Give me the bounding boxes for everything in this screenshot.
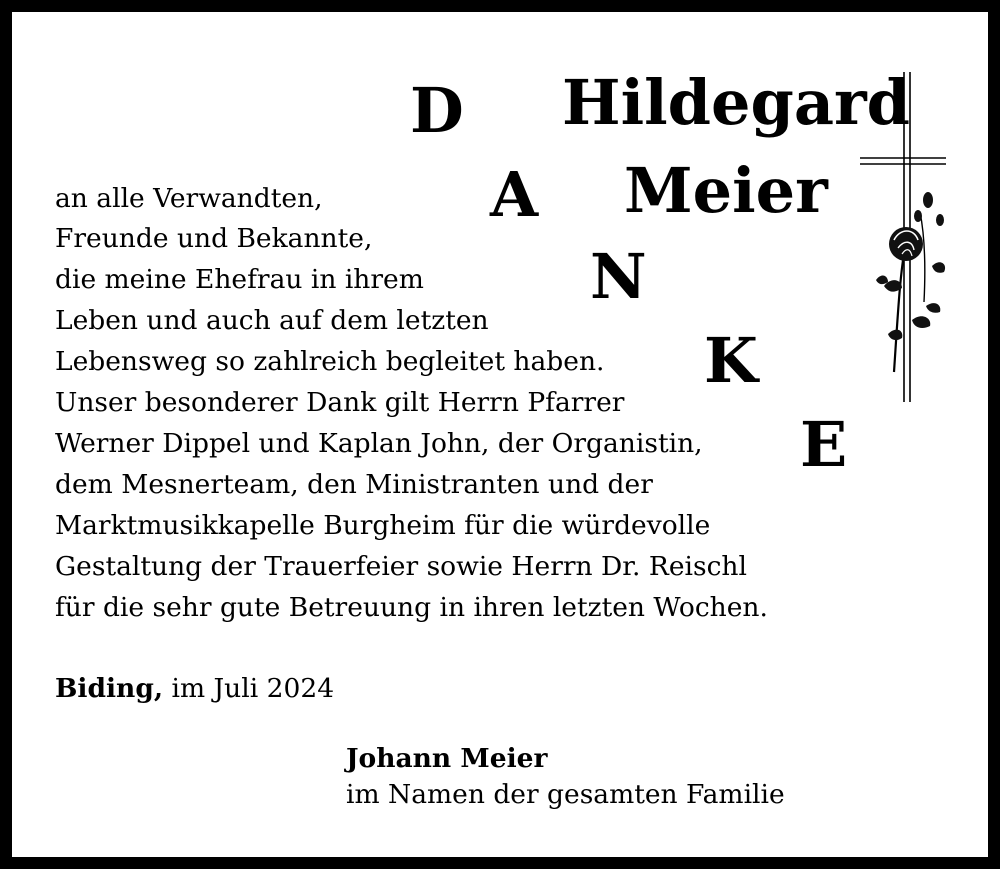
date: im Juli 2024: [171, 673, 335, 704]
signer-name: Johann Meier: [346, 743, 548, 774]
signer-note: im Namen der gesamten Familie: [346, 779, 785, 810]
danke-letter-a: A: [490, 158, 539, 231]
body-line: Lebensweg so zahlreich begleitet haben.: [55, 346, 605, 377]
place-date: [55, 673, 335, 704]
danke-letter-e: E: [800, 408, 848, 481]
last-name: Meier: [624, 154, 828, 227]
danke-letter-d: D: [410, 74, 464, 147]
first-name: Hildegard: [562, 66, 911, 139]
body-line: dem Mesnerteam, den Ministranten und der: [55, 469, 653, 500]
body-line: für die sehr gute Betreuung in ihren letzten Wochen.: [55, 592, 768, 623]
place: Biding,: [55, 673, 164, 704]
body-line: Werner Dippel und Kaplan John, der Organistin,: [55, 428, 703, 459]
body-line: die meine Ehefrau in ihrem: [55, 264, 424, 295]
body-line: Freunde und Bekannte,: [55, 223, 373, 254]
body-line: Unser besonderer Dank gilt Herrn Pfarrer: [55, 387, 625, 418]
body-line: Marktmusikkapelle Burgheim für die würdevolle: [55, 510, 711, 541]
body-line: an alle Verwandten,: [55, 183, 323, 214]
body-line: Leben und auch auf dem letzten: [55, 305, 489, 336]
body-line: Gestaltung der Trauerfeier sowie Herrn Dr. Reischl: [55, 551, 747, 582]
danke-letter-k: K: [704, 324, 758, 397]
danke-letter-n: N: [590, 240, 647, 313]
cross-with-rose-icon: [854, 72, 954, 402]
